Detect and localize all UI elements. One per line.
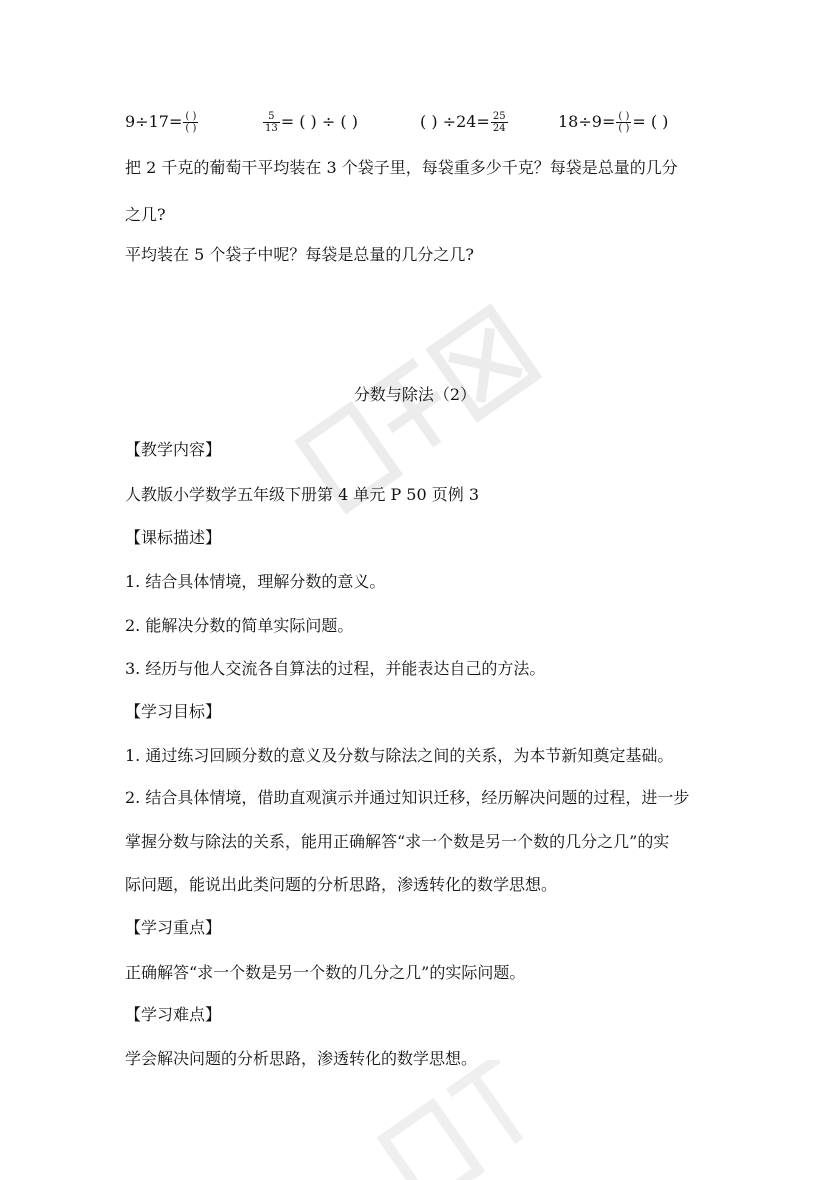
watermark-logo-bottom xyxy=(330,1060,630,1180)
key-points-heading: 【学习重点】 xyxy=(125,918,222,937)
fraction-numerator: 25 xyxy=(492,111,506,122)
equation-3 xyxy=(420,110,509,134)
goals-item-2-line-3: 际问题，能说出此类问题的分析思路，渗透转化的数学思想。 xyxy=(125,875,558,894)
difficulties-text: 学会解决问题的分析思路，渗透转化的数学思想。 xyxy=(125,1049,478,1068)
fraction-numerator: ( ) xyxy=(618,111,630,122)
fraction-denominator: 24 xyxy=(492,123,506,134)
curriculum-heading: 【课标描述】 xyxy=(125,528,222,547)
equation-4-suffix: = ( ) xyxy=(632,112,669,131)
fraction-denominator: 13 xyxy=(265,123,278,134)
fraction-numerator: 5 xyxy=(263,111,280,123)
fraction-numerator: ( ) xyxy=(185,111,197,122)
equation-4 xyxy=(558,110,668,134)
equation-3-fraction xyxy=(491,111,508,134)
problem-line-2: 之几? xyxy=(125,205,166,224)
content-heading: 【教学内容】 xyxy=(125,440,222,459)
goals-item-2-line-2: 掌握分数与除法的关系，能用正确解答“求一个数是另一个数的几分之几”的实 xyxy=(125,832,670,851)
goals-heading: 【学习目标】 xyxy=(125,702,222,721)
equation-4-fraction xyxy=(616,111,631,134)
equation-2-fraction xyxy=(263,111,280,134)
curriculum-item-3: 3. 经历与他人交流各自算法的过程，并能表达自己的方法。 xyxy=(125,659,546,678)
section-title: 分数与除法（2） xyxy=(353,385,477,404)
content-text: 人教版小学数学五年级下册第 4 单元 P 50 页例 3 xyxy=(125,485,480,504)
equation-4-prefix: 18÷9= xyxy=(558,112,616,131)
goals-item-1: 1. 通过练习回顾分数的意义及分数与除法之间的关系，为本节新知奠定基础。 xyxy=(125,746,674,765)
equation-2-suffix: = ( ) ÷ ( ) xyxy=(280,112,358,131)
curriculum-item-2: 2. 能解决分数的简单实际问题。 xyxy=(125,616,354,635)
key-points-text: 正确解答“求一个数是另一个数的几分之几”的实际问题。 xyxy=(125,963,526,982)
fraction-denominator: ( ) xyxy=(618,123,630,134)
difficulties-heading: 【学习难点】 xyxy=(125,1005,222,1024)
equation-2 xyxy=(262,110,358,134)
equation-1-prefix: 9÷17= xyxy=(125,112,183,131)
fraction-denominator: ( ) xyxy=(185,123,197,134)
equation-1 xyxy=(125,110,199,134)
equation-1-fraction xyxy=(183,111,198,134)
problem-line-3: 平均装在 5 个袋子中呢？每袋是总量的几分之几? xyxy=(125,245,474,264)
goals-item-2-line-1: 2. 结合具体情境，借助直观演示并通过知识迁移，经历解决问题的过程，进一步 xyxy=(125,788,690,807)
equation-3-prefix: ( ) ÷24= xyxy=(420,112,490,131)
problem-line-1: 把 2 千克的葡萄干平均装在 3 个袋子里，每袋重多少千克？每袋是总量的几分 xyxy=(125,158,678,177)
curriculum-item-1: 1. 结合具体情境，理解分数的意义。 xyxy=(125,572,386,591)
